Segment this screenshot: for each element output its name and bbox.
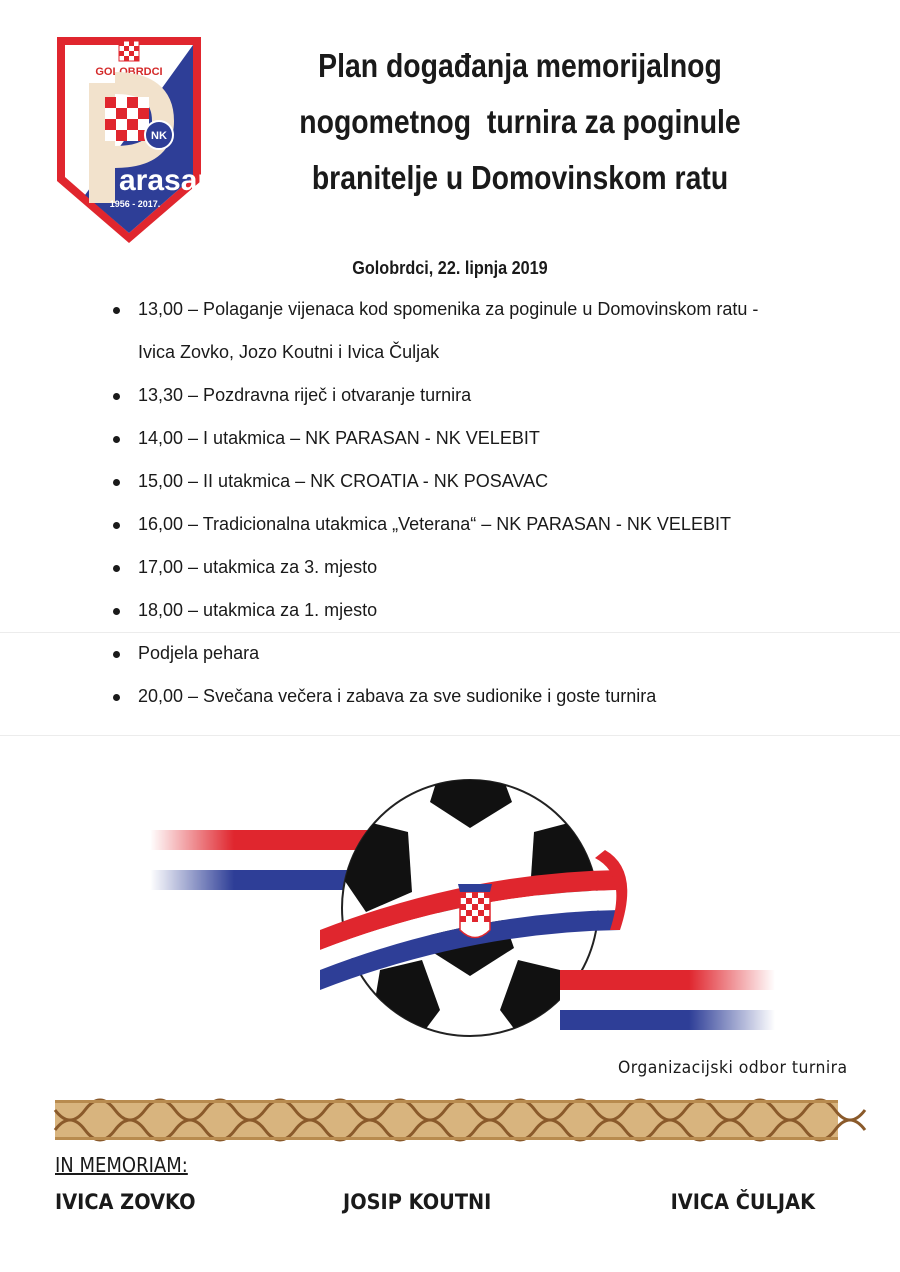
croatian-shield-icon <box>119 41 139 61</box>
paper-fold-line <box>0 735 900 736</box>
schedule-item-text: 16,00 – Tradicionalna utakmica „Veterana“ – NK PARASAN - NK VELEBIT <box>138 514 731 534</box>
crest-name-text: arasan <box>119 164 216 197</box>
crest-years-text: 1956 - 2017. <box>109 199 161 209</box>
memoriam-name: IVICA ZOVKO <box>55 1190 196 1214</box>
memoriam-name: IVICA ČULJAK <box>670 1190 815 1214</box>
crest-nk-text: NK <box>151 130 167 142</box>
braided-rope-icon <box>55 1098 838 1142</box>
schedule-item-text: 13,30 – Pozdravna riječ i otvaranje turnira <box>138 385 472 405</box>
schedule-item <box>110 632 870 675</box>
schedule-item-text: 13,00 – Polaganje vijenaca kod spomenika za poginule u Domovinskom ratu - <box>138 299 759 319</box>
in-memoriam-label: IN MEMORIAM: <box>55 1153 188 1177</box>
crest-checker-icon <box>105 97 149 141</box>
schedule-item <box>110 675 870 718</box>
document-title <box>279 38 761 206</box>
schedule-item <box>110 374 870 417</box>
organizer-text: Organizacijski odbor turnira <box>618 1058 848 1078</box>
schedule-item-text: 20,00 – Svečana večera i zabava za sve sudionike i goste turnira <box>138 686 657 706</box>
schedule-item-continuation: Ivica Zovko, Jozo Koutni i Ivica Čuljak <box>138 342 440 362</box>
schedule-item-text: Podjela pehara <box>138 643 260 663</box>
schedule-item-text: 15,00 – II utakmica – NK CROATIA - NK POSAVAC <box>138 471 549 491</box>
schedule-item <box>110 288 870 374</box>
title-line-3: branitelje u Domovinskom ratu <box>311 159 729 196</box>
schedule-item-text: 14,00 – I utakmica – NK PARASAN - NK VELEBIT <box>138 428 540 448</box>
schedule-item-text: 17,00 – utakmica za 3. mjesto <box>138 557 378 577</box>
schedule-item <box>110 417 870 460</box>
memoriam-name: JOSIP KOUTNI <box>343 1190 492 1214</box>
crest-top-text: GOLOBRDCI <box>95 66 163 78</box>
schedule-item <box>110 546 870 589</box>
memoriam-names <box>55 1190 845 1230</box>
schedule-item <box>110 589 870 632</box>
event-date-place: Golobrdci, 22. lipnja 2019 <box>352 258 548 278</box>
schedule-item <box>110 503 870 546</box>
club-crest-icon <box>55 35 216 245</box>
schedule-item <box>110 460 870 503</box>
schedule-item-text: 18,00 – utakmica za 1. mjesto <box>138 600 378 620</box>
title-line-2: nogometnog turnira za poginule <box>299 103 741 140</box>
event-schedule-list <box>110 288 870 718</box>
croatian-coat-of-arms-icon <box>458 884 492 938</box>
title-line-1: Plan događanja memorijalnog <box>318 47 722 84</box>
soccer-ball-croatian-ribbon-icon <box>140 780 780 1050</box>
